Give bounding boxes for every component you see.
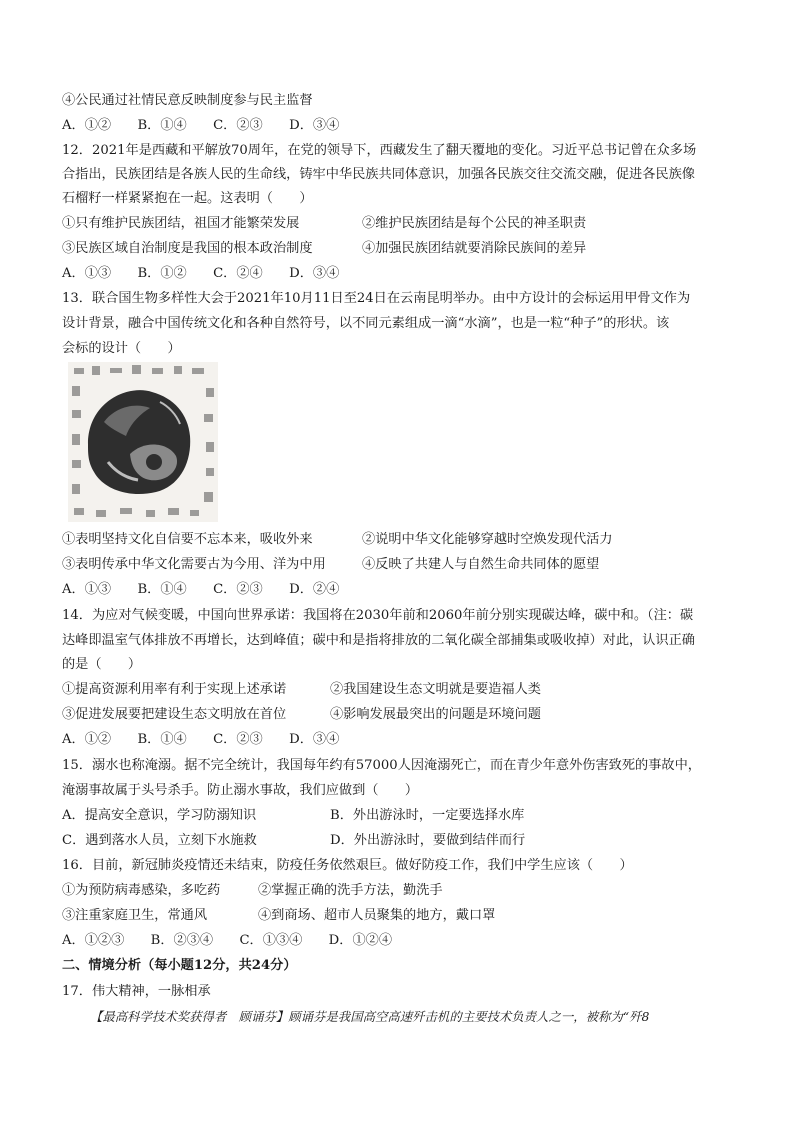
q12-stem-line-2: 合指出，民族团结是各族人民的生命线，铸牢中华民族共同体意识，加强各民族交往交流交融，促进各民族像 xyxy=(62,167,695,182)
q16-choices: A．①②③ B．②③④ C．①③④ D．①②④ xyxy=(62,933,393,948)
q15-option-c: C．遇到落水人员，立刻下水施救 xyxy=(62,833,257,848)
q16-option-1: ①为预防病毒感染，多吃药 xyxy=(62,883,221,898)
q15-stem-line-1: 15．溺水也称淹溺。据不完全统计，我国每年约有57000人因淹溺死亡，而在青少年意外伤害致死的事故中， xyxy=(62,758,701,773)
q15-options-row-2 xyxy=(62,832,525,850)
q17-title: 17．伟大精神，一脉相承 xyxy=(62,984,211,999)
q12-option-1: ①只有维护民族团结，祖国才能繁荣发展 xyxy=(62,216,300,231)
q12-options-row-1 xyxy=(62,215,586,233)
q14-options-row-1 xyxy=(62,681,541,699)
q15-option-a: A．提高安全意识，学习防溺知识 xyxy=(62,808,257,823)
q12-option-2: ②维护民族团结是每个公民的神圣职责 xyxy=(362,216,587,231)
q14-choices: A．①② B．①④ C．②③ D．③④ xyxy=(62,732,340,747)
q16-stem: 16．目前，新冠肺炎疫情还未结束，防疫任务依然艰巨。做好防疫工作，我们中学生应该（ ） xyxy=(62,858,633,873)
q15-options-row-1 xyxy=(62,807,524,825)
q13-option-2: ②说明中华文化能够穿越时空焕发现代活力 xyxy=(362,532,613,547)
q14-option-4: ④影响发展最突出的问题是环境问题 xyxy=(330,707,541,722)
q13-stem-line-3: 会标的设计（ ） xyxy=(62,341,181,356)
q16-option-2: ②掌握正确的洗手方法，勤洗手 xyxy=(258,883,443,898)
q13-stem-line-2: 设计背景，融合中国传统文化和各种自然符号，以不同元素组成一滴“水滴”，也是一粒“种子”的形状。该 xyxy=(62,316,670,331)
q13-option-4: ④反映了共建人与自然生命共同体的愿望 xyxy=(362,557,600,572)
q15-option-d: D．外出游泳时，要做到结伴而行 xyxy=(330,833,526,848)
q13-option-3: ③表明传承中华文化需要古为今用、洋为中用 xyxy=(62,557,326,572)
q15-option-b: B．外出游泳时，一定要选择水库 xyxy=(330,808,525,823)
q13-stem-line-1: 13．联合国生物多样性大会于2021年10月11日至24日在云南昆明举办。由中方设计的会标运用甲骨文作为 xyxy=(62,291,691,306)
q13-option-1: ①表明坚持文化自信要不忘本来，吸收外来 xyxy=(62,532,313,547)
q13-options-row-1 xyxy=(62,531,613,549)
q16-options-row-2 xyxy=(62,907,495,925)
q15-stem-line-2: 淹溺事故属于头号杀手。防止溺水事故，我们应做到（ ） xyxy=(62,783,419,798)
q12-option-3: ③民族区域自治制度是我国的根本政治制度 xyxy=(62,241,313,256)
q12-stem-line-1: 12．2021年是西藏和平解放70周年，在党的领导下，西藏发生了翻天覆地的变化。习近平总书记曾在众多场 xyxy=(62,143,697,158)
q14-option-2: ②我国建设生态文明就是要造福人类 xyxy=(330,682,541,697)
q12-option-4: ④加强民族团结就要消除民族间的差异 xyxy=(362,241,587,256)
q14-option-1: ①提高资源利用率有利于实现上述承诺 xyxy=(62,682,287,697)
q14-stem-line-2: 达峰即温室气体排放不再增长，达到峰值；碳中和是指将排放的二氧化碳全部捕集或吸收掉）对此，认识正确 xyxy=(62,633,695,648)
q11-option-4: ④公民通过社情民意反映制度参与民主监督 xyxy=(62,93,313,108)
q17-material-line-1: 【最高科学技术奖获得者 顾诵芬】顾诵芬是我国高空高速歼击机的主要技术负责人之一，被称为“歼8 xyxy=(90,1009,650,1024)
q14-stem-line-3: 的是（ ） xyxy=(62,657,142,672)
q12-stem-line-3: 石榴籽一样紧紧抱在一起。这表明（ ） xyxy=(62,191,313,206)
q14-options-row-2 xyxy=(62,706,541,724)
q14-option-3: ③促进发展要把建设生态文明放在首位 xyxy=(62,707,287,722)
q13-choices: A．①③ B．①④ C．②③ D．②④ xyxy=(62,582,340,597)
q16-option-3: ③注重家庭卫生，常通风 xyxy=(62,908,208,923)
q16-option-4: ④到商场、超市人员聚集的地方，戴口罩 xyxy=(258,908,496,923)
section-heading-scenario-analysis: 二、情境分析（每小题12分，共24分） xyxy=(62,958,297,973)
q13-options-row-2 xyxy=(62,556,599,574)
q12-choices: A．①③ B．①② C．②④ D．③④ xyxy=(62,266,340,281)
q11-choices: A．①② B．①④ C．②③ D．③④ xyxy=(62,118,340,133)
q14-stem-line-1: 14．为应对气候变暖，中国向世界承诺：我国将在2030年前和2060年前分别实现碳达峰，碳中和。（注：碳 xyxy=(62,608,694,623)
q12-options-row-2 xyxy=(62,240,586,258)
oracle-bone-emblem-image xyxy=(68,362,218,522)
q16-options-row-1 xyxy=(62,882,443,900)
emblem-graphic xyxy=(68,362,218,522)
